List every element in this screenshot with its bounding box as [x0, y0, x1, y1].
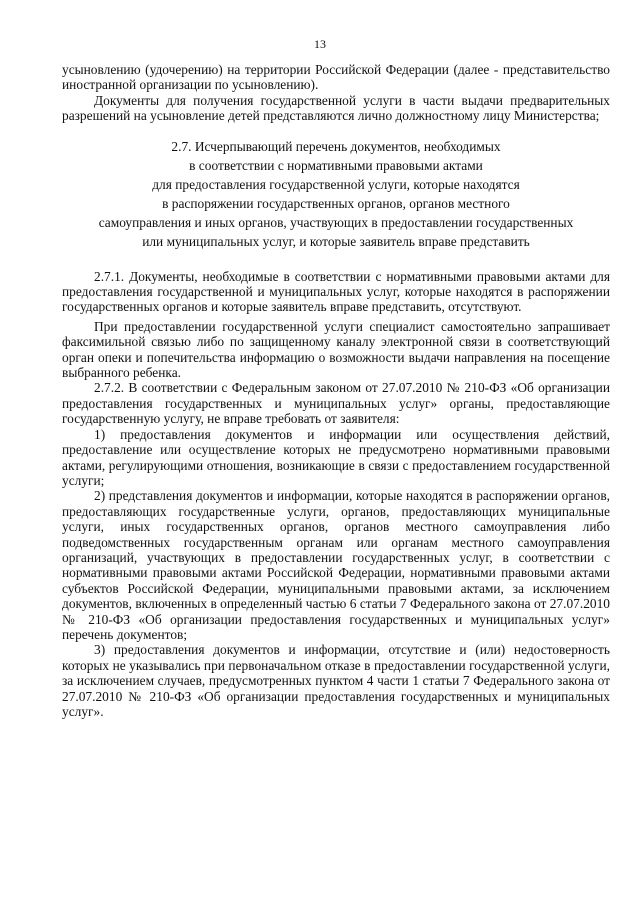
section-heading-2-7 — [62, 137, 610, 251]
list-item-1: 1) предоставления документов и информации или осуществления действий, предоставление или осуществление которых не предусмотрено нормативными правовыми актами, регулирующими отношения, возникающие в связи с предоставлением государственной услуги; — [62, 426, 610, 488]
section-heading-line: для предоставления государственной услуги, которые находятся — [152, 176, 520, 192]
paragraph-documents-submission: Документы для получения государственной услуги в части выдачи предварительных разрешений на усыновление детей представляются лично должностному лицу Министерства; — [62, 92, 610, 124]
section-heading-line: или муниципальных услуг, и которые заявитель вправе представить — [142, 233, 530, 249]
list-item-3: 3) предоставления документов и информации, отсутствие и (или) недостоверность которых не указывались при первоначальном отказе в предоставлении государственной услуги, за исключением случаев, предусмотренных пунктом 4 части 1 статьи 7 Федерального закона от 27.07.2010 № 210-ФЗ «Об организации предоставления государственных и муниципальных услуг». — [62, 642, 610, 719]
paragraph-specialist-request: При предоставлении государственной услуги специалист самостоятельно запрашивает факсимильной связью либо по защищенному каналу электронной связи в соответствующий орган опеки и попечительства информацию о возможности выдачи направления на посещение выбранного ребенка. — [62, 318, 610, 381]
section-heading-line: в распоряжении государственных органов, органов местного — [162, 195, 510, 211]
paragraph-2-7-2: 2.7.2. В соответствии с Федеральным законом от 27.07.2010 № 210-ФЗ «Об организации предоставления государственных и муниципальных услуг» органы, предоставляющие государственную услугу, не вправе требовать от заявителя: — [62, 380, 610, 427]
paragraph-continuation: усыновлению (удочерению) на территории Российской Федерации (далее - представительство иностранной организации по усыновлению). — [62, 62, 610, 93]
page-number: 13 — [314, 37, 326, 51]
section-heading-line: самоуправления и иных органов, участвующих в предоставлении государственных — [98, 214, 574, 230]
section-heading-line: в соответствии с нормативными правовыми актами — [189, 157, 483, 173]
document-body — [62, 62, 610, 719]
section-heading-line: 2.7. Исчерпывающий перечень документов, необходимых — [171, 138, 501, 154]
list-item-2: 2) представления документов и информации, которые находятся в распоряжении органов, предоставляющих государственные услуги, органов, предоставляющих муниципальные услуги, иных государственных органов, органов местного самоуправления либо подведомственных государственным органам или органам местного самоуправления организаций, участвующих в предоставлении государственных услуг, в соответствии с нормативными правовыми актами Российской Федерации, нормативными правовыми актами субъектов Российской Федерации, муниципальными правовыми актами, за исключением документов, включенных в определенный частью 6 статьи 7 Федерального закона от 27.07.2010 № 210-ФЗ «Об организации предоставления государственных и муниципальных услуг» перечень документов; — [62, 488, 610, 642]
paragraph-2-7-1: 2.7.1. Документы, необходимые в соответствии с нормативными правовыми актами для предоставления государственной и муниципальных услуг, которые находятся в распоряжении государственных органов и которые заявитель вправе представить, отсутствуют. — [62, 268, 610, 315]
